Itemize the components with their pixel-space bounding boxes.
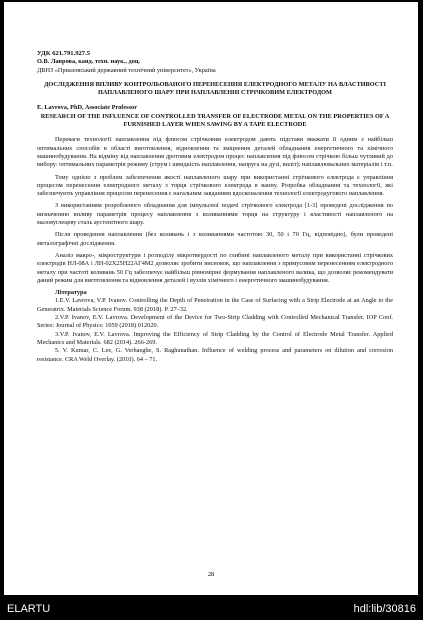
title-en: RESEARCH OF THE INFLUENCE OF CONTROLLED TRANSFER OF ELECTRODE METAL ON THE PROPERTIES OF A FURNISHED LAYER WHEN SAWING BY A TAPE ELECTRODE xyxy=(40,112,390,129)
author-en: E. Lavrova, PhD, Associate Professor xyxy=(37,104,137,112)
reference-item: 5. V. Kumar, C. Lee, G. Verhaeghe, S. Raghunathan. Influence of welding process and parameters on dilution and corrosion resistance. CRA Weld Overlay. (2010). 64 – 71. xyxy=(37,347,393,363)
page-number: 28 xyxy=(207,571,215,578)
document-page xyxy=(4,2,418,595)
reference-item: 3.V.P. Ivanov, E.V. Lavrova. Improving the Efficiency of Strip Cladding by the Control of Electrode Metal Transfer. Applied Mechanics and Materials. 682 (2014). 266-269. xyxy=(37,330,393,346)
author-ua: О.В. Лаврова, канд. техн. наук., доц. xyxy=(37,58,141,66)
viewer-footer-bar xyxy=(0,595,423,620)
paragraph: З використанням розробленого обладнання для імпульсної подачі стрічкового електрода [1-3] проведені дослідження по визначенню впливу параметрів процесу наплавлення з коливаннями торця на структуру і властивості наплавленого на маловуглецеву сталь аустенітного шару. xyxy=(37,202,393,227)
reference-item: 1.E.V. Lavrova, V.P. Ivanov. Controlling the Depth of Penetration in the Case of Surfacing with a Strip Electrode at an Angle to the Generatrix. Materials Science Forum. 938 (2018). P. 27–32. xyxy=(37,297,393,313)
literature-heading: Література xyxy=(55,289,87,297)
title-ua: ДОСЛІДЖЕННЯ ВПЛИВУ КОНТРОЛЬОВАНОГО ПЕРЕНЕСЕННЯ ЕЛЕКТРОДНОГО МЕТАЛУ НА ВЛАСТИВОСТІ НАПЛАВЛЕНОГО ШАРУ ПРИ НАПЛАВЛЕННІ СТРІЧКОВИМ ЕЛЕКТРОДОМ xyxy=(44,80,386,97)
article-body xyxy=(37,50,393,364)
repository-name: ELARTU xyxy=(7,603,51,615)
organization-ua: ДВНЗ «Приазовський державний технічний університет», Україна xyxy=(37,66,216,74)
handle-link[interactable]: hdl:lib/30816 xyxy=(353,603,416,615)
reference-item: 2.V.P. Ivanov, E.V. Lavrova. Development of the Device for Two-Strip Cladding with Controlled Mechanical Transfer. IOP Conf. Series: Journal of Physics: 1059 (2018) 012020. xyxy=(37,314,393,330)
paragraph: Переваги технології наплавлення під флюсом стрічковим електродом дають підстави вважати її одним з найбільш оптимальних способів в області виготовлення, відновлення та зміцнення деталей обладнання енергетичного та хімічного машинобудування. На відміну від наплавлення дротовим електродом процес наплавлення під флюсом стрічкою більш чутливий до вибору: оптимальних параметрів режиму (струм і швидкість наплавлення, напруга на дузі, виліт); наплавлювальних матеріалів і т.п. xyxy=(37,136,393,169)
udk-code: УДК 621.791.927.5 xyxy=(37,50,91,57)
paragraph: Після проведення наплавлення (без коливань і з коливаннями частотою 30, 50 і 70 Гц, відповідно), були проведені металографічні дослідження. xyxy=(37,231,393,247)
paragraph: Аналіз макро-, мікроструктури і розподілу мікротвердості по глибині наплавленого металу при використанні стрічкових електродів НЛ-08А і ЛН-02Х25Н22АГ4М2 дозволяє зробити висновок, що наплавлення з примусовим перенесенням електродного металу при частоті коливань 50 Гц забезпечує найбільш рівномірне формування наплавленого валика, що дозволяє рекомендувати даний режим для виготовлення та відновлення деталей і вузлів хімічного і енергетичного машинобудування. xyxy=(37,251,393,284)
paragraph: Тому однією з проблем забезпечення якості наплавленого шару при використанні стрічкового електрода є управління процесом перенесення електродного металу з торця стрічкового електрода в ванну. Розробка обладнання та технології, які забезпечують управління процесом перенесення є нагальним завданням вдосконалення технології електродугового наплавлення. xyxy=(37,173,393,198)
